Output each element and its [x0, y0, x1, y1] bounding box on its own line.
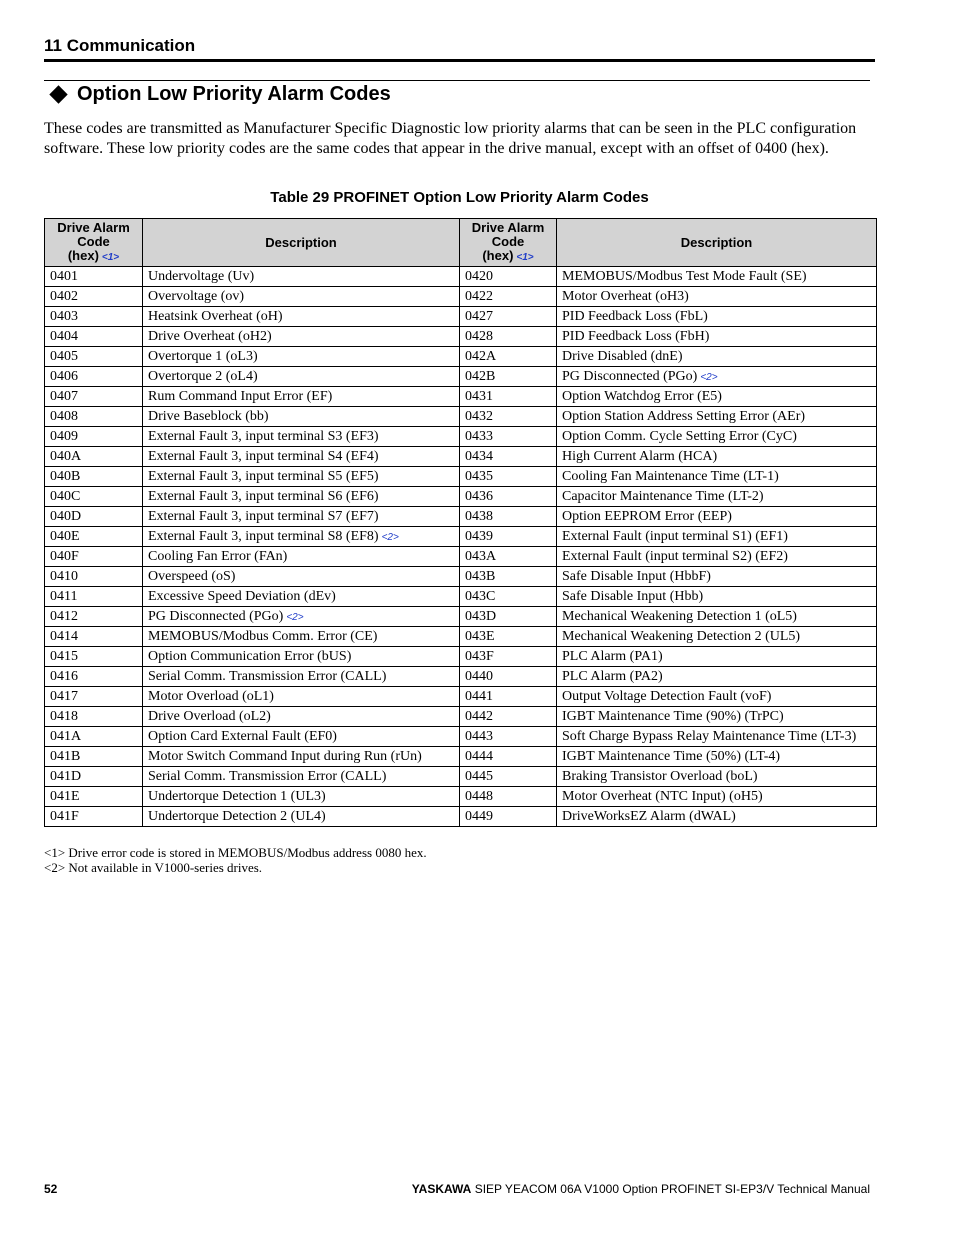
description-cell: Mechanical Weakening Detection 1 (oL5)	[557, 607, 877, 627]
description-cell: Drive Disabled (dnE)	[557, 347, 877, 367]
page-number: 52	[44, 1182, 58, 1196]
description-cell: PG Disconnected (PGo) <2>	[557, 367, 877, 387]
code-cell: 0444	[460, 747, 557, 767]
description-cell: Drive Overload (oL2)	[143, 707, 460, 727]
description-cell: Overvoltage (ov)	[143, 287, 460, 307]
code-cell: 041A	[45, 727, 143, 747]
code-cell: 0428	[460, 327, 557, 347]
description-cell: Motor Overheat (NTC Input) (oH5)	[557, 787, 877, 807]
code-cell: 0434	[460, 447, 557, 467]
table-body	[45, 267, 877, 827]
description-cell: PID Feedback Loss (FbH)	[557, 327, 877, 347]
description-cell: External Fault 3, input terminal S7 (EF7)	[143, 507, 460, 527]
table-row	[45, 387, 877, 407]
code-cell: 0411	[45, 587, 143, 607]
description-cell: PLC Alarm (PA2)	[557, 667, 877, 687]
description-cell: Motor Overheat (oH3)	[557, 287, 877, 307]
description-cell: Option Comm. Cycle Setting Error (CyC)	[557, 427, 877, 447]
code-cell: 0415	[45, 647, 143, 667]
description-cell: Motor Switch Command Input during Run (rUn)	[143, 747, 460, 767]
code-cell: 0417	[45, 687, 143, 707]
code-cell: 0427	[460, 307, 557, 327]
column-header-description: Description	[557, 219, 877, 267]
code-cell: 043B	[460, 567, 557, 587]
table-row	[45, 287, 877, 307]
table-row	[45, 667, 877, 687]
code-cell: 040E	[45, 527, 143, 547]
description-cell: PID Feedback Loss (FbL)	[557, 307, 877, 327]
code-cell: 0414	[45, 627, 143, 647]
table-row	[45, 407, 877, 427]
section-rule	[44, 80, 870, 81]
description-cell: External Fault 3, input terminal S5 (EF5)	[143, 467, 460, 487]
table-row	[45, 607, 877, 627]
description-cell: Drive Overheat (oH2)	[143, 327, 460, 347]
code-cell: 040F	[45, 547, 143, 567]
column-header-code: Drive Alarm Code (hex) <1>	[45, 219, 143, 267]
code-cell: 0448	[460, 787, 557, 807]
column-header-code: Drive Alarm Code (hex) <1>	[460, 219, 557, 267]
description-cell: Overtorque 2 (oL4)	[143, 367, 460, 387]
code-cell: 0410	[45, 567, 143, 587]
code-cell: 043A	[460, 547, 557, 567]
code-cell: 0436	[460, 487, 557, 507]
table-row	[45, 487, 877, 507]
table-row	[45, 727, 877, 747]
code-cell: 0405	[45, 347, 143, 367]
table-row	[45, 707, 877, 727]
code-cell: 0407	[45, 387, 143, 407]
description-cell: DriveWorksEZ Alarm (dWAL)	[557, 807, 877, 827]
description-cell: Cooling Fan Error (FAn)	[143, 547, 460, 567]
footnote: <2> Not available in V1000-series drives.	[44, 860, 263, 875]
code-cell: 041E	[45, 787, 143, 807]
code-cell: 0433	[460, 427, 557, 447]
code-cell: 0438	[460, 507, 557, 527]
description-cell: Heatsink Overheat (oH)	[143, 307, 460, 327]
description-cell: Soft Charge Bypass Relay Maintenance Time (LT-3)	[557, 727, 877, 747]
description-cell: Overspeed (oS)	[143, 567, 460, 587]
code-cell: 042A	[460, 347, 557, 367]
header-rule	[44, 59, 875, 62]
description-cell: Motor Overload (oL1)	[143, 687, 460, 707]
code-cell: 0403	[45, 307, 143, 327]
description-cell: Option Communication Error (bUS)	[143, 647, 460, 667]
table-row	[45, 687, 877, 707]
table-row	[45, 327, 877, 347]
description-cell: Option Card External Fault (EF0)	[143, 727, 460, 747]
code-cell: 040B	[45, 467, 143, 487]
intro-paragraph: These codes are transmitted as Manufacturer Specific Diagnostic low priority alarms that can be seen in the PLC configuration software. These low priority codes are the same codes that appear in the drive manual, except with an offset of 0400 (hex).	[44, 120, 857, 157]
description-cell: IGBT Maintenance Time (50%) (LT-4)	[557, 747, 877, 767]
table-row	[45, 747, 877, 767]
code-cell: 0439	[460, 527, 557, 547]
code-cell: 0401	[45, 267, 143, 287]
code-cell: 0422	[460, 287, 557, 307]
description-cell: External Fault 3, input terminal S6 (EF6)	[143, 487, 460, 507]
description-cell: Undertorque Detection 1 (UL3)	[143, 787, 460, 807]
table-caption: Table 29 PROFINET Option Low Priority Alarm Codes	[270, 189, 649, 206]
description-cell: Safe Disable Input (Hbb)	[557, 587, 877, 607]
code-cell: 0435	[460, 467, 557, 487]
footnotes	[44, 845, 427, 875]
description-cell: Undertorque Detection 2 (UL4)	[143, 807, 460, 827]
code-cell: 0404	[45, 327, 143, 347]
description-cell: Serial Comm. Transmission Error (CALL)	[143, 767, 460, 787]
description-cell: Undervoltage (Uv)	[143, 267, 460, 287]
footnote-ref-link[interactable]: <2>	[700, 371, 718, 383]
code-cell: 0409	[45, 427, 143, 447]
code-cell: 0408	[45, 407, 143, 427]
table-row	[45, 427, 877, 447]
table-row	[45, 547, 877, 567]
chapter-heading: 11 Communication	[44, 36, 196, 55]
code-cell: 040A	[45, 447, 143, 467]
table-row	[45, 367, 877, 387]
code-cell: 0420	[460, 267, 557, 287]
table-row	[45, 787, 877, 807]
code-cell: 0418	[45, 707, 143, 727]
table-row	[45, 567, 877, 587]
code-cell: 041B	[45, 747, 143, 767]
description-cell: Option Station Address Setting Error (AEr)	[557, 407, 877, 427]
description-cell: Capacitor Maintenance Time (LT-2)	[557, 487, 877, 507]
table-row	[45, 627, 877, 647]
column-header-description: Description	[143, 219, 460, 267]
description-cell: High Current Alarm (HCA)	[557, 447, 877, 467]
code-cell: 0449	[460, 807, 557, 827]
section-heading	[48, 83, 391, 106]
code-cell: 043F	[460, 647, 557, 667]
footnote-ref-link[interactable]: <1>	[516, 251, 534, 263]
code-cell: 041F	[45, 807, 143, 827]
table-header-row	[45, 219, 877, 267]
description-cell: Braking Transistor Overload (boL)	[557, 767, 877, 787]
description-cell: Safe Disable Input (HbbF)	[557, 567, 877, 587]
code-cell: 041D	[45, 767, 143, 787]
description-cell: External Fault (input terminal S2) (EF2)	[557, 547, 877, 567]
footnote-ref-link[interactable]: <2>	[286, 611, 304, 623]
description-cell: Option Watchdog Error (E5)	[557, 387, 877, 407]
code-cell: 0440	[460, 667, 557, 687]
code-cell: 043D	[460, 607, 557, 627]
description-cell: Output Voltage Detection Fault (voF)	[557, 687, 877, 707]
diamond-bullet-icon	[49, 85, 67, 103]
table-row	[45, 447, 877, 467]
code-cell: 0416	[45, 667, 143, 687]
description-cell: External Fault 3, input terminal S4 (EF4)	[143, 447, 460, 467]
description-cell: PLC Alarm (PA1)	[557, 647, 877, 667]
code-cell: 043E	[460, 627, 557, 647]
code-cell: 0441	[460, 687, 557, 707]
code-cell: 0443	[460, 727, 557, 747]
description-cell: Rum Command Input Error (EF)	[143, 387, 460, 407]
code-cell: 0406	[45, 367, 143, 387]
description-cell: External Fault 3, input terminal S8 (EF8) <2>	[143, 527, 460, 547]
table-row	[45, 527, 877, 547]
code-cell: 0431	[460, 387, 557, 407]
table-row	[45, 307, 877, 327]
code-cell: 040D	[45, 507, 143, 527]
table-row	[45, 807, 877, 827]
code-cell: 0402	[45, 287, 143, 307]
table-row	[45, 767, 877, 787]
description-cell: PG Disconnected (PGo) <2>	[143, 607, 460, 627]
description-cell: External Fault 3, input terminal S3 (EF3)	[143, 427, 460, 447]
description-cell: Cooling Fan Maintenance Time (LT-1)	[557, 467, 877, 487]
footnote: <1> Drive error code is stored in MEMOBUS/Modbus address 0080 hex.	[44, 845, 427, 860]
description-cell: MEMOBUS/Modbus Comm. Error (CE)	[143, 627, 460, 647]
description-cell: Option EEPROM Error (EEP)	[557, 507, 877, 527]
footer-brand: YASKAWA	[411, 1182, 472, 1196]
description-cell: Excessive Speed Deviation (dEv)	[143, 587, 460, 607]
description-cell: MEMOBUS/Modbus Test Mode Fault (SE)	[557, 267, 877, 287]
code-cell: 042B	[460, 367, 557, 387]
footer-manual-name: SIEP YEACOM 06A V1000 Option PROFINET SI-EP3/V Technical Manual	[474, 1182, 870, 1196]
code-cell: 0445	[460, 767, 557, 787]
code-cell: 043C	[460, 587, 557, 607]
table-row	[45, 267, 877, 287]
description-cell: Mechanical Weakening Detection 2 (UL5)	[557, 627, 877, 647]
code-cell: 0432	[460, 407, 557, 427]
footer-manual-title	[412, 1182, 870, 1196]
description-cell: IGBT Maintenance Time (90%) (TrPC)	[557, 707, 877, 727]
description-cell: External Fault (input terminal S1) (EF1)	[557, 527, 877, 547]
table-row	[45, 647, 877, 667]
code-cell: 040C	[45, 487, 143, 507]
footnote-ref-link[interactable]: <1>	[101, 251, 120, 263]
table-row	[45, 347, 877, 367]
table-row	[45, 507, 877, 527]
description-cell: Overtorque 1 (oL3)	[143, 347, 460, 367]
section-title: Option Low Priority Alarm Codes	[77, 83, 391, 105]
code-cell: 0412	[45, 607, 143, 627]
description-cell: Drive Baseblock (bb)	[143, 407, 460, 427]
description-cell: Serial Comm. Transmission Error (CALL)	[143, 667, 460, 687]
code-cell: 0442	[460, 707, 557, 727]
footnote-ref-link[interactable]: <2>	[381, 531, 399, 543]
table-row	[45, 467, 877, 487]
alarm-codes-table	[44, 218, 877, 827]
table-row	[45, 587, 877, 607]
